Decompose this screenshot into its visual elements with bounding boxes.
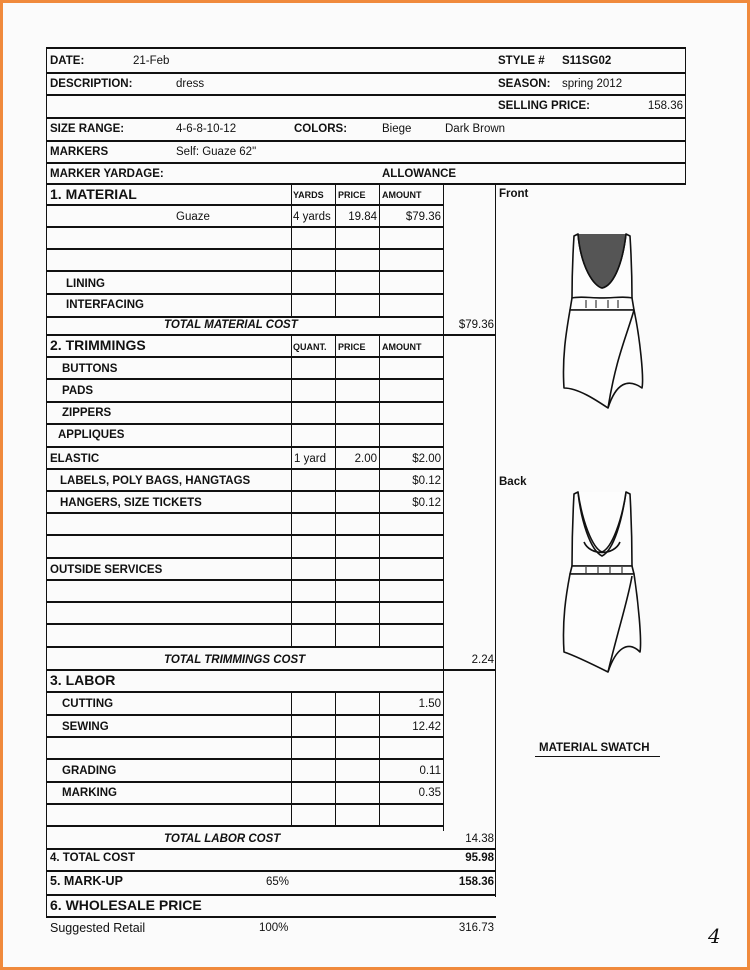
material-col-amount: AMOUNT [382,190,422,200]
material-col-yards: YARDS [293,190,324,200]
rule [46,736,444,738]
lining-label: LINING [66,278,105,290]
rule [46,714,444,716]
labor-title: 3. LABOR [50,672,116,688]
total-labor-label: TOTAL LABOR COST [164,833,281,845]
rule [46,293,444,295]
retail-label: Suggested Retail [50,921,146,935]
trim-col-quant: QUANT. [293,342,327,352]
total-material-label: TOTAL MATERIAL COST [164,319,298,331]
marker-yardage-label: MARKER YARDAGE: [50,168,164,180]
rule [46,557,444,559]
trim-col-amount: AMOUNT [382,342,422,352]
rule [46,446,444,448]
rule [46,204,444,206]
material-row-name: Guaze [176,211,210,223]
date-value: 21-Feb [133,55,170,67]
color-1: Biege [382,123,412,135]
rule [46,579,444,581]
rule [46,691,444,693]
date-label: DATE: [50,55,85,67]
rule [46,183,686,185]
front-label: Front [499,188,529,200]
style-label: STYLE # [498,55,545,67]
marking-amount: 0.35 [418,787,441,799]
material-row-price: 19.84 [348,211,377,223]
description-value: dress [176,78,205,90]
rule [46,758,444,760]
allowance-label: ALLOWANCE [382,168,457,180]
trimmings-title: 2. TRIMMINGS [50,337,146,353]
rule [46,601,444,603]
pads-label: PADS [62,385,94,397]
total-labor-value: 14.38 [465,833,494,845]
rule [46,226,444,228]
total-material-value: $79.36 [458,319,494,331]
rule [46,623,444,625]
retail-pct: 100% [259,922,289,934]
selling-price-value: 158.36 [647,100,683,112]
rule [46,401,444,403]
elastic-label: ELASTIC [50,453,100,465]
rule [46,848,496,850]
amount-col-border [443,183,444,831]
season-value: spring 2012 [562,78,623,90]
material-title: 1. MATERIAL [50,186,137,202]
outside-services-label: OUTSIDE SERVICES [50,564,163,576]
size-range-label: SIZE RANGE: [50,123,125,135]
marking-label: MARKING [62,787,117,799]
markers-label: MARKERS [50,146,109,158]
elastic-quant: 1 yard [294,453,326,465]
material-col-price: PRICE [338,190,366,200]
swatch-underline [535,756,660,757]
dress-front-sketch [556,228,646,418]
appliques-label: APPLIQUES [58,429,125,441]
retail-value: 316.73 [458,922,494,934]
total-trimmings-value: 2.24 [471,654,494,666]
colors-label: COLORS: [294,123,348,135]
total-cost-value: 95.98 [465,852,494,864]
rule [46,646,444,648]
elastic-amount: $2.00 [412,453,441,465]
material-row-yards: 4 yards [293,211,331,223]
rule [46,781,444,783]
rule [46,94,686,96]
dress-back-sketch [556,490,646,680]
grading-label: GRADING [62,765,117,777]
hangers-label: HANGERS, SIZE TICKETS [60,497,202,509]
rule [46,117,686,119]
right-border [685,47,686,184]
sewing-amount: 12.42 [412,721,441,733]
rule [46,894,496,896]
color-2: Dark Brown [445,123,506,135]
markers-value: Self: Guaze 62" [176,146,257,158]
hangers-amount: $0.12 [412,497,441,509]
left-border [46,47,47,917]
rule [46,356,444,358]
total-cost-label: 4. TOTAL COST [50,852,135,864]
style-value: S11SG02 [562,55,612,67]
rule [46,162,686,164]
interfacing-label: INTERFACING [66,299,144,311]
rule [46,72,686,74]
trim-col-price: PRICE [338,342,366,352]
rule [46,870,496,872]
grading-amount: 0.11 [419,765,441,777]
rule [46,468,444,470]
season-label: SEASON: [498,78,551,90]
markup-value: 158.36 [458,876,494,888]
rule [46,423,444,425]
total-trimmings-label: TOTAL TRIMMINGS COST [164,654,306,666]
rule [46,916,496,918]
rule [46,270,444,272]
sewing-label: SEWING [62,721,109,733]
rule [46,248,444,250]
elastic-price: 2.00 [354,453,377,465]
rule [46,490,444,492]
page-number: 4 [708,924,721,948]
markup-label: 5. MARK-UP [50,874,123,888]
rule [46,512,444,514]
buttons-label: BUTTONS [62,363,118,375]
labels-label: LABELS, POLY BAGS, HANGTAGS [60,475,251,487]
rule [46,378,444,380]
cutting-amount: 1.50 [418,698,441,710]
rule [46,669,496,671]
cutting-label: CUTTING [62,698,114,710]
back-label: Back [499,476,527,488]
rule [46,140,686,142]
rule [46,47,686,49]
markup-pct: 65% [266,876,290,888]
selling-price-label: SELLING PRICE: [498,100,591,112]
description-label: DESCRIPTION: [50,78,133,90]
wholesale-label: 6. WHOLESALE PRICE [50,897,202,913]
rule [46,316,444,318]
rule [46,534,444,536]
total-col-border [495,183,496,897]
rule [46,825,444,827]
material-row-amount: $79.36 [405,211,441,223]
labels-amount: $0.12 [412,475,441,487]
size-range-value: 4-6-8-10-12 [176,123,237,135]
rule [46,803,444,805]
zippers-label: ZIPPERS [62,407,112,419]
rule [46,334,496,336]
material-swatch-label: MATERIAL SWATCH [539,742,650,754]
